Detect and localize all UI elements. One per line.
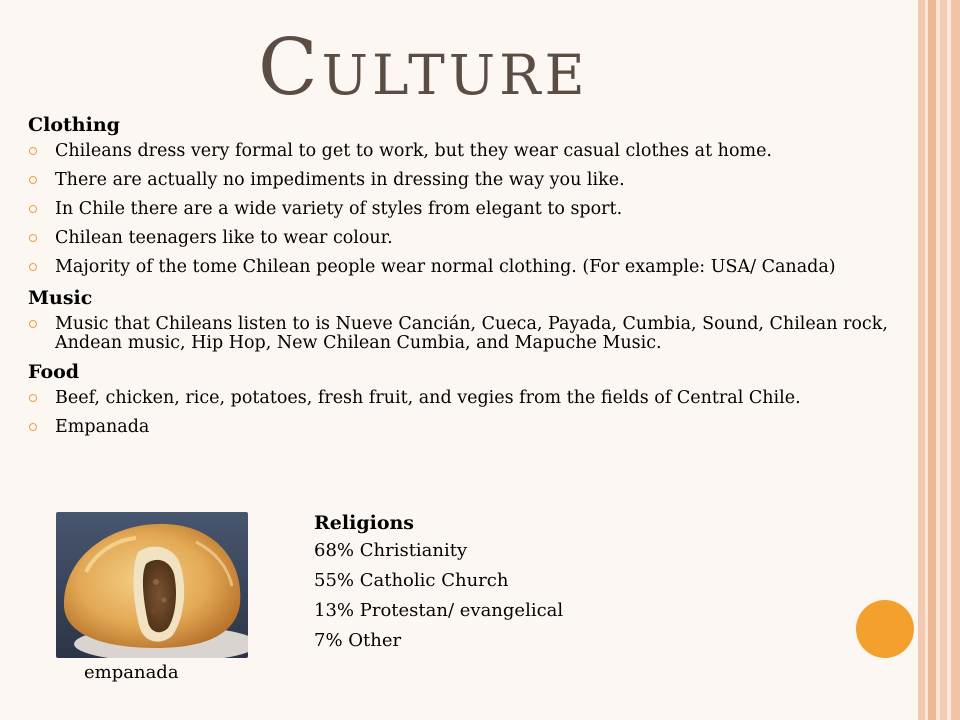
bullet-icon: [29, 263, 37, 271]
bullet-icon: [29, 147, 37, 155]
religion-line: 7% Other: [314, 630, 402, 651]
bullet-icon: [29, 320, 37, 328]
list-item: [28, 142, 908, 161]
list-item: [28, 171, 908, 190]
music-list: [28, 315, 908, 353]
list-item: [28, 229, 908, 248]
music-heading: Music: [28, 287, 93, 309]
empanada-photo: [56, 512, 248, 658]
religion-line: 68% Christianity: [314, 540, 468, 561]
bullet-icon: [29, 423, 37, 431]
list-item: [28, 315, 908, 353]
list-item: [28, 389, 908, 408]
religions-block: [314, 510, 563, 656]
list-item: [28, 258, 908, 277]
bullet-icon: [29, 394, 37, 402]
empanada-image: [56, 512, 248, 658]
slide-title: Culture: [258, 23, 589, 113]
clothing-heading: Clothing: [28, 114, 120, 136]
bullet-icon: [29, 205, 37, 213]
list-item: [28, 200, 908, 219]
decorative-side-stripes: [916, 0, 960, 720]
food-list: [28, 389, 908, 437]
list-item-text: There are actually no impediments in dressing the way you like.: [55, 170, 625, 190]
list-item-text: Chilean teenagers like to wear colour.: [55, 228, 393, 248]
list-item-text: Chileans dress very formal to get to work, but they wear casual clothes at home.: [55, 141, 772, 161]
list-item: [28, 418, 908, 437]
slide-content: [28, 112, 908, 447]
religions-heading: Religions: [314, 512, 415, 534]
bullet-icon: [29, 176, 37, 184]
list-item-text: Beef, chicken, rice, potatoes, fresh fruit, and vegies from the fields of Central Chile.: [55, 388, 801, 408]
list-item-text: Majority of the tome Chilean people wear normal clothing. (For example: USA/ Canada): [55, 257, 836, 277]
clothing-list: [28, 142, 908, 277]
list-item-text: Music that Chileans listen to is Nueve Cancián, Cueca, Payada, Cumbia, Sound, Chilean rock, Andean music, Hip Hop, New Chilean Cumbia, and Mapuche Music.: [55, 314, 888, 353]
decorative-orange-circle: [856, 600, 914, 658]
religion-line: 13% Protestan/ evangelical: [314, 600, 564, 621]
religion-line: 55% Catholic Church: [314, 570, 509, 591]
bullet-icon: [29, 234, 37, 242]
photo-caption: empanada: [84, 662, 179, 683]
list-item-text: In Chile there are a wide variety of styles from elegant to sport.: [55, 199, 623, 219]
food-heading: Food: [28, 361, 80, 383]
list-item-text: Empanada: [55, 417, 150, 437]
